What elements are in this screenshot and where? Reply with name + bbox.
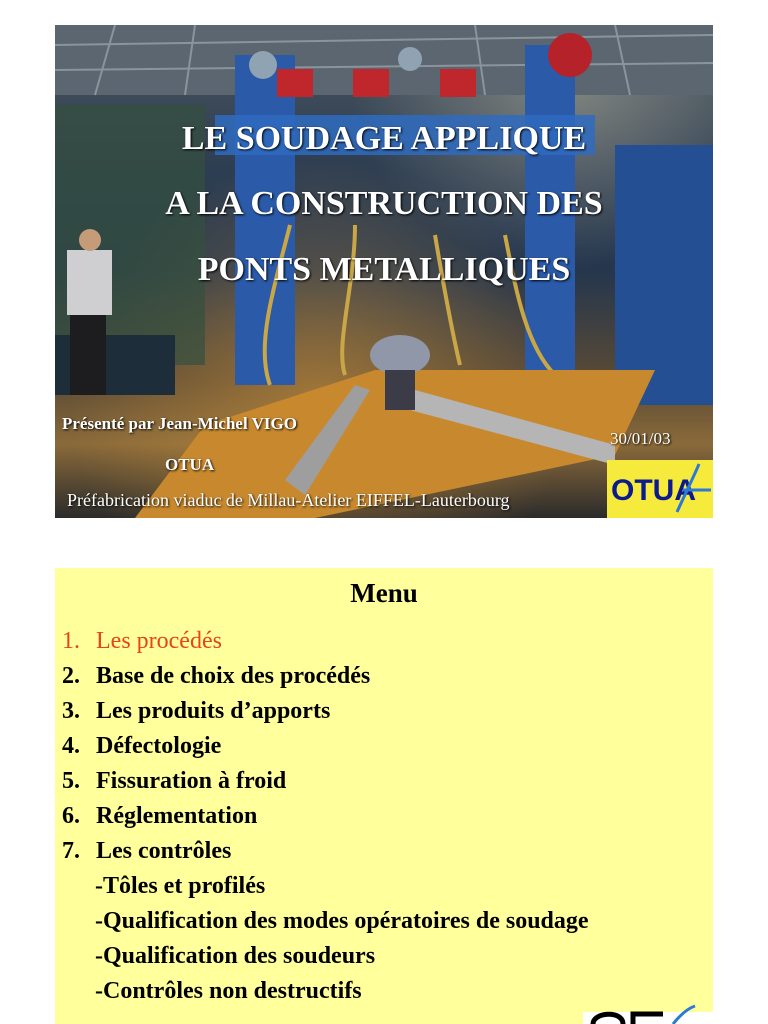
menu-item-base-de-choix: 2. Base de choix des procédés (62, 663, 371, 689)
menu-slide (55, 568, 713, 1024)
title-slide (55, 25, 713, 518)
menu-subitem-qualif-modes: -Qualification des modes opératoires de soudage (95, 908, 589, 934)
otua-logo-partial (583, 1004, 713, 1024)
menu-item-reglementation: 6. Réglementation (62, 803, 258, 829)
presenter-text: Présenté par Jean-Michel VIGO (62, 414, 297, 433)
menu-item-defectologie: 4. Défectologie (62, 733, 222, 759)
menu-item-procedes: 1. Les procédés (62, 628, 222, 654)
menu-subitem-qualif-soudeurs: -Qualification des soudeurs (95, 943, 376, 969)
organization-text: OTUA (165, 455, 215, 474)
photo-caption: Préfabrication viaduc de Millau-Atelier EIFFEL-Lauterbourg (67, 490, 510, 510)
otua-logo-text: OTUA (611, 474, 696, 507)
otua-logo-graphic (607, 460, 713, 518)
menu-subitem-toles: -Tôles et profilés (95, 873, 266, 899)
otua-logo (607, 460, 713, 518)
title-line-2: A LA CONSTRUCTION DES (165, 185, 603, 222)
title-line-3: PONTS METALLIQUES (197, 251, 571, 288)
menu-item-fissuration: 5. Fissuration à froid (62, 768, 287, 794)
menu-title: Menu (350, 578, 418, 608)
title-line-1: LE SOUDAGE APPLIQUE (181, 120, 587, 157)
menu-item-controles: 7. Les contrôles (62, 838, 232, 864)
menu-list (62, 624, 589, 1009)
date-text: 30/01/03 (610, 429, 671, 448)
menu-item-produits-apports: 3. Les produits d’apports (62, 698, 331, 724)
menu-subitem-cnd: -Contrôles non destructifs (95, 978, 362, 1004)
